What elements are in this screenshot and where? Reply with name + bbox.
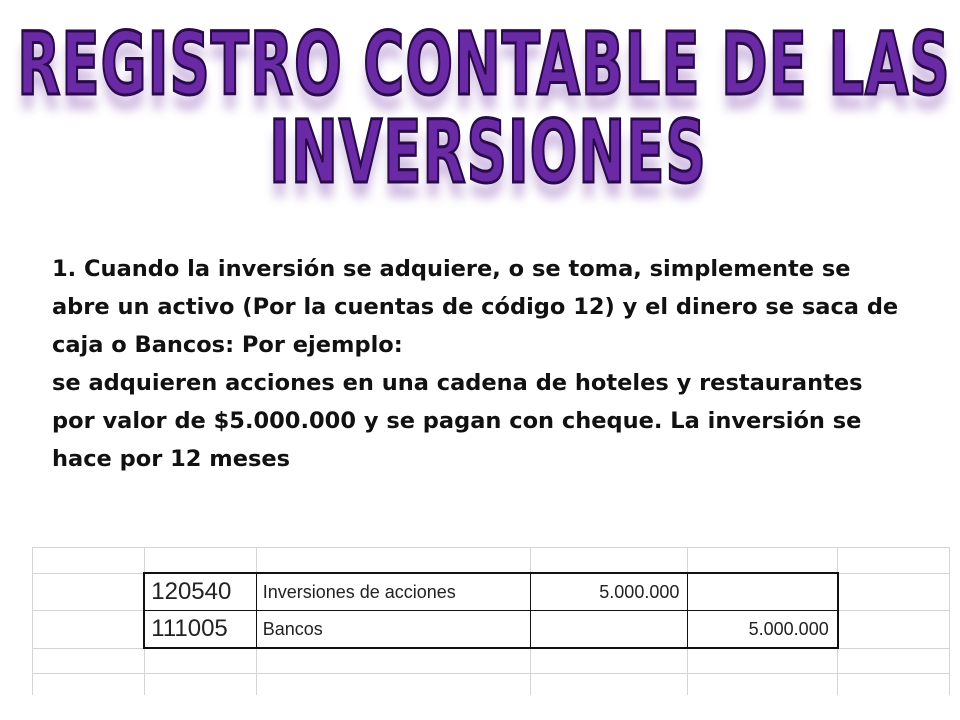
title-line-2: INVERSIONES xyxy=(269,102,707,204)
account-code: 111005 xyxy=(144,611,256,649)
account-name: Bancos xyxy=(256,611,530,649)
body-text xyxy=(52,250,912,478)
credit-value xyxy=(688,573,838,611)
empty-row xyxy=(33,548,950,574)
empty-row xyxy=(33,648,950,674)
table-row xyxy=(33,611,950,649)
ledger-table xyxy=(32,547,950,695)
debit-value: 5.000.000 xyxy=(530,573,688,611)
table-row xyxy=(33,573,950,611)
account-code: 120540 xyxy=(144,573,256,611)
account-name: Inversiones de acciones xyxy=(256,573,530,611)
debit-value xyxy=(530,611,688,649)
spreadsheet-snippet xyxy=(32,547,950,695)
title-line-1: REGISTRO CONTABLE DE LAS xyxy=(17,14,951,116)
empty-row xyxy=(33,674,950,696)
credit-value: 5.000.000 xyxy=(688,611,838,649)
paragraph-2: se adquieren acciones en una cadena de hoteles y restaurantes por valor de $5.000.000 y se pagan con cheque. La inversión se hace por 12 meses xyxy=(52,370,863,472)
paragraph-1: 1. Cuando la inversión se adquiere, o se toma, simplemente se abre un activo (Por la cuentas de código 12) y el dinero se saca de caja o Bancos: Por ejemplo: xyxy=(52,256,899,358)
